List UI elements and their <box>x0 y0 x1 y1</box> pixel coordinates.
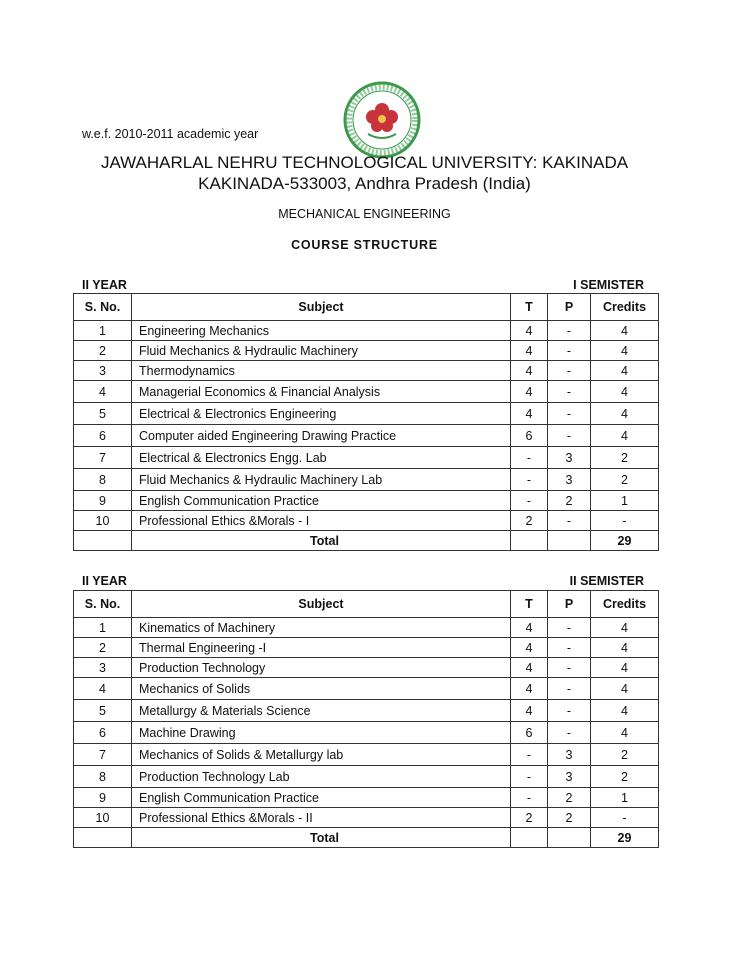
total-empty-cell <box>511 531 548 551</box>
col-header-subject: Subject <box>132 294 511 321</box>
cell-sno: 5 <box>74 403 132 425</box>
table-row <box>74 447 659 469</box>
course-structure-title: COURSE STRUCTURE <box>291 238 438 252</box>
cell-credits: 2 <box>591 447 659 469</box>
cell-credits: 2 <box>591 469 659 491</box>
table-row <box>74 766 659 788</box>
university-name: JAWAHARLAL NEHRU TECHNOLOGICAL UNIVERSITY: KAKINADA <box>100 153 629 172</box>
cell-p: - <box>548 425 591 447</box>
cell-p: - <box>548 341 591 361</box>
cell-subject: Mechanics of Solids & Metallurgy lab <box>132 744 511 766</box>
cell-t: - <box>511 469 548 491</box>
cell-t: - <box>511 766 548 788</box>
cell-subject: Kinematics of Machinery <box>132 618 511 638</box>
cell-subject: Engineering Mechanics <box>132 321 511 341</box>
cell-t: 4 <box>511 403 548 425</box>
university-heading <box>0 152 729 194</box>
semester-label: I SEMISTER <box>573 278 644 292</box>
total-label: Total <box>132 828 511 848</box>
cell-credits: 1 <box>591 788 659 808</box>
cell-subject: Managerial Economics & Financial Analysis <box>132 381 511 403</box>
col-header-sno: S. No. <box>74 591 132 618</box>
cell-sno: 6 <box>74 722 132 744</box>
table-row <box>74 469 659 491</box>
table-header-row <box>74 591 659 618</box>
total-empty-cell <box>548 531 591 551</box>
cell-p: 3 <box>548 744 591 766</box>
cell-credits: 4 <box>591 618 659 638</box>
cell-credits: 2 <box>591 744 659 766</box>
cell-sno: 7 <box>74 744 132 766</box>
table-row <box>74 700 659 722</box>
col-header-subject: Subject <box>132 591 511 618</box>
cell-sno: 4 <box>74 678 132 700</box>
cell-sno: 3 <box>74 658 132 678</box>
cell-t: 4 <box>511 618 548 638</box>
cell-subject: Computer aided Engineering Drawing Practice <box>132 425 511 447</box>
year-label: II YEAR <box>82 574 127 588</box>
cell-sno: 2 <box>74 638 132 658</box>
cell-subject: Fluid Mechanics & Hydraulic Machinery Lab <box>132 469 511 491</box>
cell-t: - <box>511 447 548 469</box>
table-row <box>74 381 659 403</box>
cell-t: 4 <box>511 361 548 381</box>
cell-credits: 4 <box>591 678 659 700</box>
cell-credits: 4 <box>591 425 659 447</box>
col-header-t: T <box>511 591 548 618</box>
academic-year-note: w.e.f. 2010-2011 academic year <box>82 127 259 141</box>
cell-credits: - <box>591 511 659 531</box>
cell-p: - <box>548 678 591 700</box>
cell-p: - <box>548 511 591 531</box>
cell-credits: 4 <box>591 403 659 425</box>
cell-subject: Production Technology Lab <box>132 766 511 788</box>
cell-t: 4 <box>511 638 548 658</box>
cell-subject: Thermodynamics <box>132 361 511 381</box>
cell-sno: 1 <box>74 618 132 638</box>
col-header-credits: Credits <box>591 591 659 618</box>
semester-2-header <box>82 574 644 588</box>
table-row <box>74 788 659 808</box>
cell-t: - <box>511 491 548 511</box>
cell-t: 4 <box>511 341 548 361</box>
cell-sno: 2 <box>74 341 132 361</box>
total-row <box>74 531 659 551</box>
department-name: MECHANICAL ENGINEERING <box>278 207 451 221</box>
semester-label: II SEMISTER <box>569 574 644 588</box>
table-row <box>74 658 659 678</box>
table-row <box>74 808 659 828</box>
cell-p: - <box>548 618 591 638</box>
cell-t: 4 <box>511 678 548 700</box>
cell-subject: Machine Drawing <box>132 722 511 744</box>
cell-sno: 8 <box>74 469 132 491</box>
cell-t: 6 <box>511 722 548 744</box>
cell-t: 4 <box>511 658 548 678</box>
cell-subject: Mechanics of Solids <box>132 678 511 700</box>
cell-t: 2 <box>511 511 548 531</box>
total-empty-cell <box>548 828 591 848</box>
year-label: II YEAR <box>82 278 127 292</box>
table-row <box>74 361 659 381</box>
total-empty-cell <box>74 531 132 551</box>
cell-p: 3 <box>548 469 591 491</box>
cell-credits: 1 <box>591 491 659 511</box>
cell-sno: 10 <box>74 808 132 828</box>
cell-credits: 4 <box>591 361 659 381</box>
total-credits: 29 <box>591 531 659 551</box>
cell-credits: 2 <box>591 766 659 788</box>
cell-credits: 4 <box>591 321 659 341</box>
cell-subject: Thermal Engineering -I <box>132 638 511 658</box>
cell-p: - <box>548 658 591 678</box>
cell-credits: 4 <box>591 381 659 403</box>
total-credits: 29 <box>591 828 659 848</box>
university-logo <box>342 80 422 160</box>
cell-t: 4 <box>511 700 548 722</box>
cell-p: - <box>548 403 591 425</box>
table-row <box>74 638 659 658</box>
table-row <box>74 618 659 638</box>
table-row <box>74 491 659 511</box>
cell-credits: 4 <box>591 700 659 722</box>
university-address: KAKINADA-533003, Andhra Pradesh (India) <box>198 174 531 193</box>
cell-t: 4 <box>511 321 548 341</box>
total-empty-cell <box>511 828 548 848</box>
semester-1-course-table <box>73 293 659 551</box>
cell-sno: 4 <box>74 381 132 403</box>
semester-2-course-table <box>73 590 659 848</box>
cell-sno: 9 <box>74 491 132 511</box>
cell-p: - <box>548 381 591 403</box>
cell-sno: 10 <box>74 511 132 531</box>
table-row <box>74 403 659 425</box>
cell-subject: Electrical & Electronics Engineering <box>132 403 511 425</box>
cell-t: 4 <box>511 381 548 403</box>
table-row <box>74 321 659 341</box>
table-row <box>74 678 659 700</box>
total-label: Total <box>132 531 511 551</box>
table-row <box>74 511 659 531</box>
table-row <box>74 722 659 744</box>
cell-subject: English Communication Practice <box>132 491 511 511</box>
cell-t: - <box>511 788 548 808</box>
cell-p: - <box>548 321 591 341</box>
cell-p: - <box>548 638 591 658</box>
cell-p: 3 <box>548 766 591 788</box>
cell-sno: 6 <box>74 425 132 447</box>
cell-subject: English Communication Practice <box>132 788 511 808</box>
cell-credits: 4 <box>591 658 659 678</box>
cell-p: - <box>548 361 591 381</box>
cell-p: - <box>548 722 591 744</box>
col-header-sno: S. No. <box>74 294 132 321</box>
col-header-p: P <box>548 591 591 618</box>
cell-p: 2 <box>548 491 591 511</box>
col-header-t: T <box>511 294 548 321</box>
cell-p: 3 <box>548 447 591 469</box>
table-row <box>74 341 659 361</box>
table-header-row <box>74 294 659 321</box>
cell-subject: Electrical & Electronics Engg. Lab <box>132 447 511 469</box>
cell-sno: 9 <box>74 788 132 808</box>
col-header-p: P <box>548 294 591 321</box>
cell-t: 2 <box>511 808 548 828</box>
cell-p: 2 <box>548 788 591 808</box>
total-row <box>74 828 659 848</box>
cell-subject: Professional Ethics &Morals - I <box>132 511 511 531</box>
cell-sno: 5 <box>74 700 132 722</box>
cell-subject: Production Technology <box>132 658 511 678</box>
cell-subject: Professional Ethics &Morals - II <box>132 808 511 828</box>
cell-p: - <box>548 700 591 722</box>
cell-t: 6 <box>511 425 548 447</box>
cell-subject: Fluid Mechanics & Hydraulic Machinery <box>132 341 511 361</box>
cell-credits: 4 <box>591 722 659 744</box>
semester-1-header <box>82 278 644 292</box>
cell-credits: 4 <box>591 638 659 658</box>
cell-t: - <box>511 744 548 766</box>
total-empty-cell <box>74 828 132 848</box>
cell-sno: 3 <box>74 361 132 381</box>
cell-sno: 8 <box>74 766 132 788</box>
col-header-credits: Credits <box>591 294 659 321</box>
cell-sno: 1 <box>74 321 132 341</box>
cell-sno: 7 <box>74 447 132 469</box>
cell-p: 2 <box>548 808 591 828</box>
cell-subject: Metallurgy & Materials Science <box>132 700 511 722</box>
cell-credits: 4 <box>591 341 659 361</box>
table-row <box>74 744 659 766</box>
table-row <box>74 425 659 447</box>
cell-credits: - <box>591 808 659 828</box>
